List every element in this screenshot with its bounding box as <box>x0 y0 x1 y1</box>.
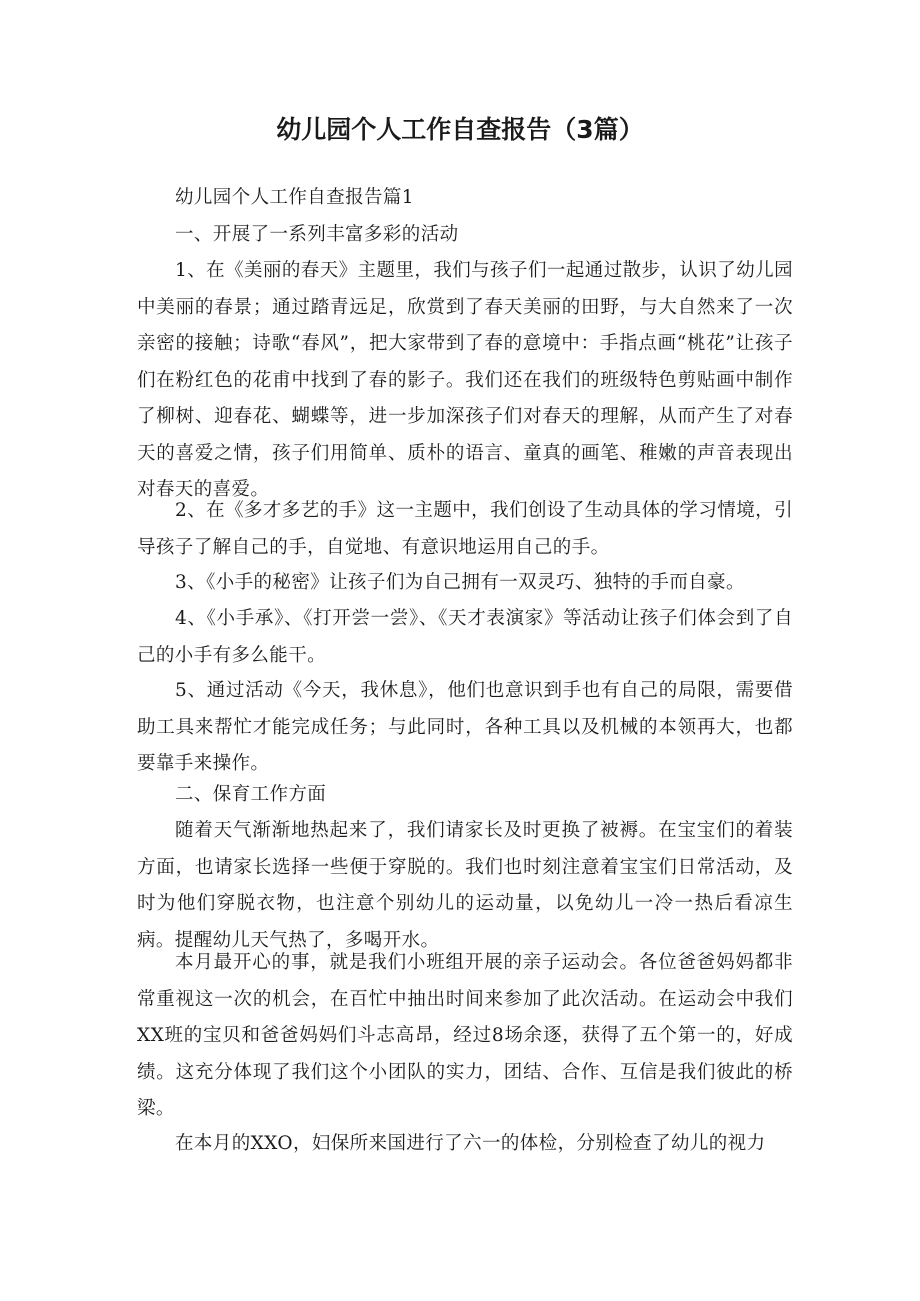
section-heading-activities: 一、开展了一系列丰富多彩的活动 <box>175 224 459 245</box>
paragraph-hand-secret: 3、《小手的秘密》让孩子们为自己拥有一双灵巧、独特的手而自豪。 <box>175 572 745 593</box>
document-title: 幼儿园个人工作自查报告（3篇） <box>276 115 644 144</box>
paragraph-weather-care: 随着天气渐渐地热起来了，我们请家长及时更换了被褥。在宝宝们的着装方面，也请家长选择一些便于穿脱的。我们也时刻注意着宝宝们日常活动，及时为他们穿脱衣物，也注意个别幼儿的运动量，以免幼儿一冷一热后看凉生病。提醒幼儿天气热了，多喝开水。 <box>137 820 793 951</box>
paragraph-health-check: 在本月的XXO，妇保所来国进行了六一的体检，分别检查了幼儿的视力 <box>175 1133 766 1154</box>
paragraph-rest-day: 5、通过活动《今天，我休息》，他们也意识到手也有自己的局限，需要借助工具来帮忙才能完成任务；与此同时，各种工具以及机械的本领再大，也都要靠手来操作。 <box>137 680 793 774</box>
paragraph-sports-meet: 本月最开心的事，就是我们小班组开展的亲子运动会。各位爸爸妈妈都非常重视这一次的机会，在百忙中抽出时间来参加了此次活动。在运动会中我们XX班的宝贝和爸爸妈妈们斗志高昂，经过8场余逐，获得了五个第一的，好成绩。这充分体现了我们这个小团队的实力，团结、合作、互信是我们彼此的桥梁。 <box>137 952 793 1119</box>
section-heading-care: 二、保育工作方面 <box>175 784 327 805</box>
paragraph-spring-theme: 1、在《美丽的春天》主题里，我们与孩子们一起通过散步，认识了幼儿园中美丽的春景；通过踏青远足，欣赏到了春天美丽的田野，与大自然来了一次亲密的接触；诗歌“春风”，把大家带到了春的意境中：手指点画“桃花”让孩子们在粉红色的花甫中找到了春的影子。我们还在我们的班级特色剪贴画中制作了柳树、迎春花、蝴蝶等，进一步加深孩子们对春天的理解，从而产生了对春天的喜爱之情，孩子们用简单、质朴的语言、童真的画笔、稚嫩的声音表现出对春天的喜爱。 <box>137 260 793 500</box>
paragraph-talented-hands: 2、在《多才多艺的手》这一主题中，我们创设了生动具体的学习情境，引导孩子了解自己的手，自觉地、有意识地运用自己的手。 <box>137 500 793 558</box>
document-subtitle: 幼儿园个人工作自查报告篇1 <box>175 187 414 208</box>
paragraph-hand-activities: 4、《小手承》、《打开尝一尝》、《天才表演家》等活动让孩子们体会到了自己的小手有多么能干。 <box>137 608 793 666</box>
